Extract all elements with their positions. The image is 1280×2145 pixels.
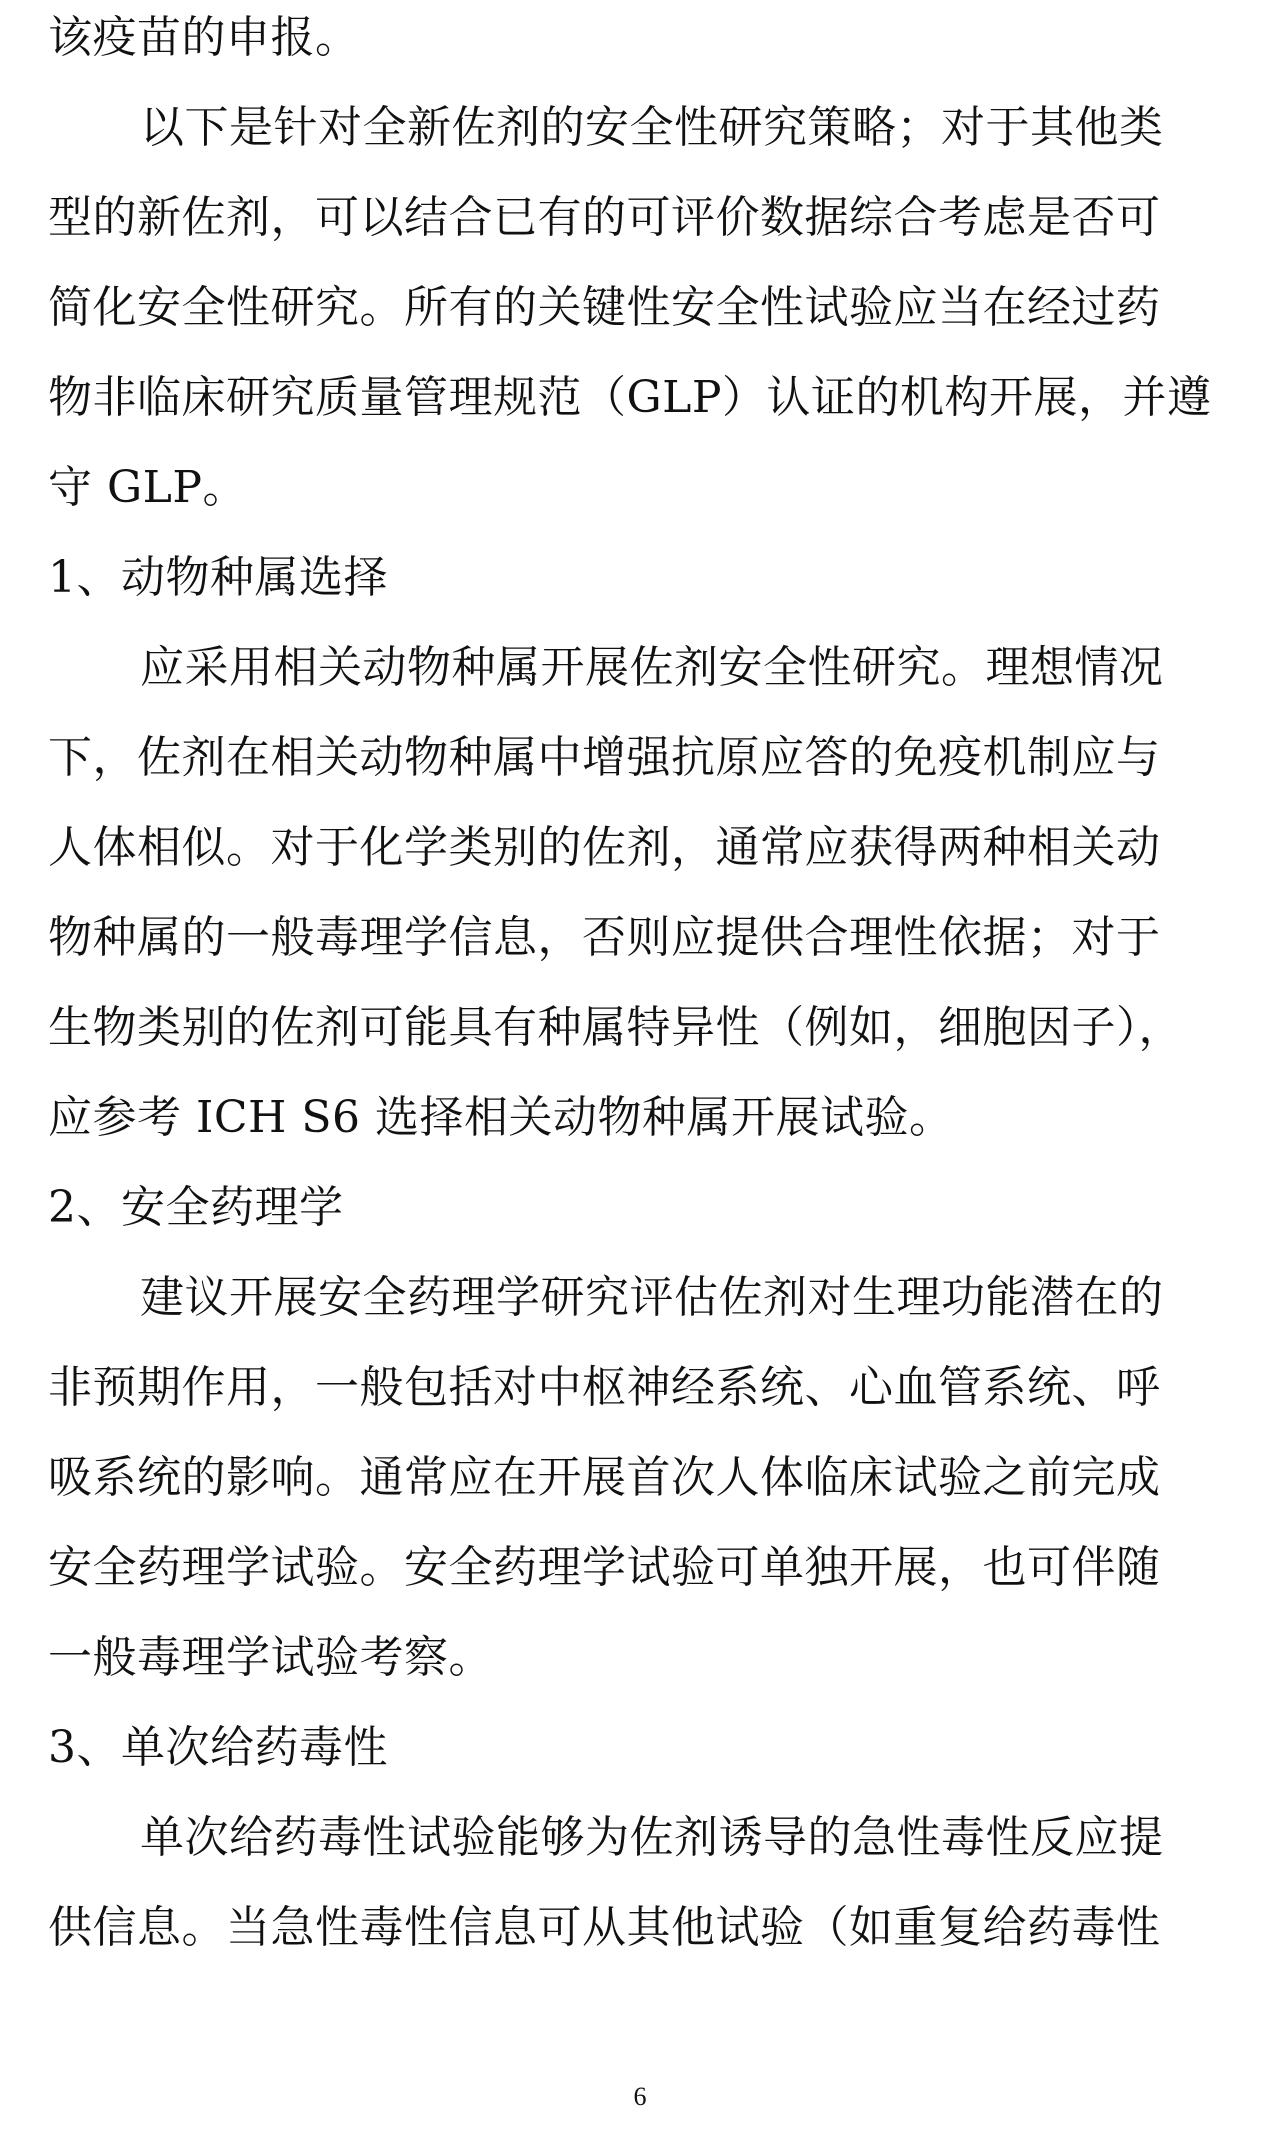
text-line-2: 以下是针对全新佐剂的安全性研究策略；对于其他类: [140, 102, 1164, 153]
text-line-5: 物非临床研究质量管理规范（GLP）认证的机构开展，并遵: [48, 372, 1212, 423]
page-number: 6: [633, 2082, 647, 2111]
text-line-13: 应参考 ICH S6 选择相关动物种属开展试验。: [48, 1092, 954, 1143]
text-line-9: 下，佐剂在相关动物种属中增强抗原应答的免疫机制应与: [48, 732, 1161, 783]
text-line-6: 守 GLP。: [48, 462, 247, 513]
text-line-21: 单次给药毒性试验能够为佐剂诱导的急性毒性反应提: [140, 1812, 1164, 1863]
text-line-1: 该疫苗的申报。: [48, 12, 360, 63]
section-heading-2: 2、安全药理学: [48, 1182, 344, 1233]
text-line-3: 型的新佐剂，可以结合已有的可评价数据综合考虑是否可: [48, 192, 1161, 243]
text-line-15: 建议开展安全药理学研究评估佐剂对生理功能潜在的: [140, 1272, 1164, 1323]
text-line-12: 生物类别的佐剂可能具有种属特异性（例如，细胞因子），: [48, 1002, 1183, 1053]
text-line-17: 吸系统的影响。通常应在开展首次人体临床试验之前完成: [48, 1452, 1161, 1503]
section-heading-3: 3、单次给药毒性: [48, 1722, 388, 1773]
text-line-8: 应采用相关动物种属开展佐剂安全性研究。理想情况: [140, 642, 1164, 693]
text-line-10: 人体相似。对于化学类别的佐剂，通常应获得两种相关动: [48, 822, 1161, 873]
text-line-11: 物种属的一般毒理学信息，否则应提供合理性依据；对于: [48, 912, 1161, 963]
text-line-4: 简化安全性研究。所有的关键性安全性试验应当在经过药: [48, 282, 1161, 333]
section-heading-1: 1、动物种属选择: [48, 552, 388, 603]
text-line-16: 非预期作用，一般包括对中枢神经系统、心血管系统、呼: [48, 1362, 1161, 1413]
text-line-19: 一般毒理学试验考察。: [48, 1632, 493, 1683]
text-line-22: 供信息。当急性毒性信息可从其他试验（如重复给药毒性: [48, 1902, 1161, 1953]
text-line-18: 安全药理学试验。安全药理学试验可单独开展，也可伴随: [48, 1542, 1161, 1593]
